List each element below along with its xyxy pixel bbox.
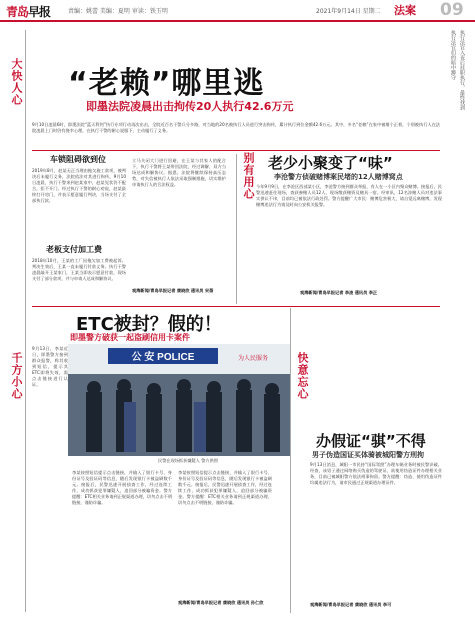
side-tag-top: 大快人心 [10, 58, 23, 106]
side-tag-bottom: 千方小心 [10, 352, 23, 400]
story1-headline: “老赖”哪里逃 [68, 66, 265, 101]
editor-credits: 责编：姚蕾 美编：夏明 审读：铁玉明 [68, 8, 168, 15]
left-column-rule [25, 30, 26, 612]
page-header [0, 0, 475, 22]
story4-headline: 办假证“骐”不得 [316, 432, 426, 450]
story-column-rule [236, 154, 237, 304]
police-sign-text: 公 安 POLICE [131, 352, 195, 363]
story1-body3: 立马关闭大门进行回避，在王某与其家人的配合下，执行干警将王某带回法院，经过调解，双方当场达成和解协议。据悉，法院将继续保持高压态势，对失信被执行人依法采取强制措施，切实维护申请执行人的合法权益。 [132, 158, 226, 187]
page-number: 09 [440, 0, 464, 20]
story4-subhead: 男子伪造国证买体骑被城阳警方刑拘 [312, 451, 424, 459]
story4-body: 9月13日消息，城阳一市民持“国际驾照”办理车辆业务时被民警识破。经查，该男子通过网络购买伪造的驾驶证，欲使用伪造证件办理相关业务，目前已被城阳警方依法刑事拘留。警方提醒：伪造、使用伪造证件均属违法行为，请市民通过正规渠道办理证件。 [310, 462, 442, 485]
story1-body1: 2019年8月，赵某无正当理由拖欠施工款项，被判决后未履行义务，法院依法对其进行拘传。9月10日凌晨，执行干警来到赵某家中，赵某见状仍不配合，拒不开门。经过执行干警的耐心劝说，赵某最终打开房门，并表示愿意履行判决，当场支付了全部执行款。 [32, 168, 126, 203]
story3-subhead: 即墨警方破获一起盗刷信用卡案件 [70, 333, 190, 342]
story1-body2: 2018年10月，王某的工厂因拖欠加工费被起诉。判决生效后，王某一直未履行付款义务。执行干警凌晨敲开王某家门，王某当即表示愿意付款，现场支付了部分款项，并与申请人达成和解协议。 [32, 258, 126, 281]
story4-byline: 观海新闻/青岛早报记者 康晓欣 通讯员 李可 [310, 602, 392, 607]
lower-column-rule [290, 308, 291, 613]
newspaper-logo: 青岛早报 [6, 5, 51, 19]
story1-subheading2: 老板支付加工费 [46, 245, 102, 254]
story2-headline: 老少小聚变了“味” [268, 154, 393, 172]
police-photo-illustration [68, 344, 290, 456]
police-photo [68, 344, 290, 456]
story1-subheading1: 车锁阻碍欲到位 [50, 155, 106, 164]
story3-intro: 9月13日，李某近日，即墨警方接到群众报警，称其收到短信，提示其ETC即将失效，需点击链接进行认证。 [32, 346, 68, 387]
middle-rule [32, 306, 440, 307]
right-note-col2: 执行法官入夜后挂职执行，最终找到 [459, 30, 465, 110]
story2-byline: 观海新闻/青岛早报记者 李凌 通讯员 李正 [300, 290, 378, 295]
photo-caption: 民警在现场抓获嫌疑人 警方供图 [158, 458, 218, 463]
section-name: 法案 [394, 4, 416, 17]
story1-intro: 9月10日凌晨6时，即墨法院“蓝天利剑”执行专项行动再次出击，全院近百名干警兵分多路，对当地的20名被执行人员进行突击拘传，累计执行到位金额42.6万元。其中，多名“老赖”在家中被堵个正着，个别被执行人在法院凌晨上门时仍有侥幸心理，在执行干警的耐心说服下，主动履行了义务。 [32, 122, 440, 133]
side-tag-mid-top: 别有用心 [242, 152, 255, 200]
story3-headline: ETC被封？假的！ [76, 314, 222, 335]
story1-rule [32, 150, 440, 151]
story3-body: 李某按照短信提示点击链接，并输入了银行卡号、身份证号及验证码等信息，随后发现银行卡被盗刷数千元。接报后，民警迅速开展侦查工作，经过连续工作，成功抓获犯罪嫌疑人，追回部分被骗资金。警方提醒：ETC相关业务请到正规渠道办理，切勿点击不明链接，谨防诈骗。 [72, 470, 172, 505]
side-tag-mid-bottom: 快意忘心 [296, 352, 309, 400]
story2-subhead: 李沧警方侦破赌博案民堵的12人赌博窝点 [274, 173, 403, 181]
story1-subhead: 即墨法院凌晨出击拘传20人执行42.6万元 [86, 100, 294, 113]
story2-body: 今年9月9日，在李沧区西部某小区，李沧警方接到群众举报，有人在一小区内聚众赌博。接报后，民警迅速赶往现场，查获参赌人员12人，现场缴获赌资及赌具一宿。经审讯，12名涉赌人员对违法事实供认不讳，目前均已被依法行政处罚。警方提醒广大市民：赌博危害极大，请自觉远离赌博，发现赌博违法行为请及时向公安机关报警。 [256, 184, 442, 207]
right-note-col1: 执行法官们的暗中蹲守 [450, 30, 456, 80]
story1-byline: 观海新闻/青岛早报记者 康晓欣 通讯员 宋蓓 [132, 288, 214, 293]
issue-date: 2021年9月14日 星期二 [316, 8, 381, 15]
story3-body-col2: 李某按照短信提示点击链接，并输入了银行卡号、身份证号及验证码等信息，随后发现银行卡被盗刷数千元。接报后，民警迅速开展侦查工作，经过连续工作，成功抓获犯罪嫌疑人，追回部分被骗资金。警方提醒：ETC相关业务请到正规渠道办理，切勿点击不明链接，谨防诈骗。 [178, 470, 272, 505]
story3-byline: 观海新闻/青岛早报记者 康晓欣 通讯员 孙仁欣 [178, 600, 264, 605]
police-slogan-text: 为人民服务 [238, 355, 269, 362]
